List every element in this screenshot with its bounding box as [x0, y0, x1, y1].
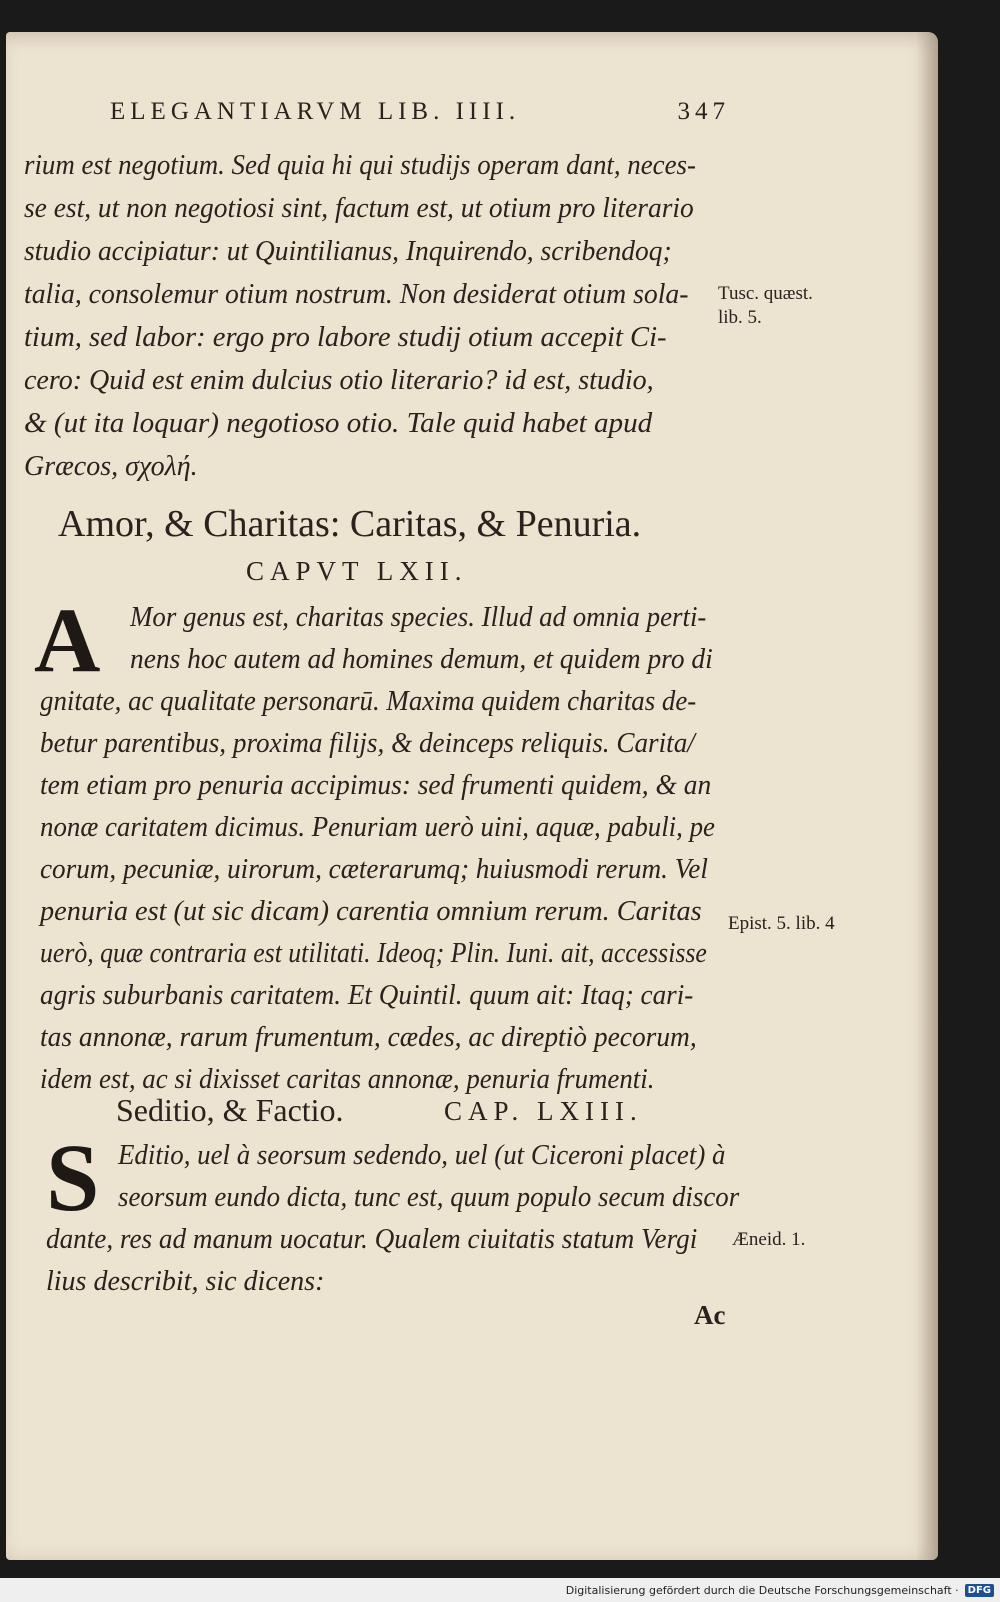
chapter-label: CAPVT LXII.	[246, 556, 468, 586]
section-heading: Amor, & Charitas: Caritas, & Penuria.	[58, 503, 642, 545]
text-line: tium, sed labor: ergo pro labore studij otium accepit Ci-	[24, 322, 667, 353]
catchword: Ac	[694, 1300, 726, 1330]
margin-note-line: Tusc. quæst.	[718, 283, 813, 304]
margin-note: Æneid. 1.	[732, 1229, 806, 1250]
digitization-footer	[0, 1578, 1000, 1602]
book-page	[6, 32, 938, 1560]
text-line: uerò, quæ contraria est utilitati. Ideoq; Plin. Iuni. ait, accessisse	[40, 938, 707, 969]
drop-capital: A	[34, 589, 101, 691]
text-line: dante, res ad manum uocatur. Qualem ciuitatis statum Vergi	[46, 1224, 698, 1255]
drop-capital: S	[46, 1124, 100, 1231]
margin-note: Epist. 5. lib. 4	[728, 913, 835, 934]
page-number: 347	[677, 98, 730, 125]
text-line: penuria est (ut sic dicam) carentia omnium rerum. Caritas	[40, 896, 702, 927]
section-heading: Seditio, & Factio.	[116, 1092, 344, 1128]
text-line: cero: Quid est enim dulcius otio literario? id est, studio,	[24, 365, 654, 396]
text-line: idem est, ac si dixisset caritas annonæ, penuria frumenti.	[40, 1064, 655, 1095]
text-line: studio accipiatur: ut Quintilianus, Inquirendo, scribendoq;	[24, 236, 672, 267]
text-line: & (ut ita loquar) negotioso otio. Tale quid habet apud	[24, 408, 653, 439]
text-line: rium est negotium. Sed quia hi qui studijs operam dant, neces-	[24, 150, 696, 181]
chapter-label: CAP. LXIII.	[444, 1096, 643, 1126]
text-line: Græcos, σχολή.	[24, 451, 198, 482]
text-line: tas annonæ, rarum frumentum, cædes, ac direptiò pecorum,	[40, 1022, 697, 1053]
text-line: lius describit, sic dicens:	[46, 1266, 325, 1297]
text-line: gnitate, ac qualitate personarū. Maxima quidem charitas de-	[40, 686, 697, 717]
text-line: nens hoc autem ad homines demum, et quidem pro di	[130, 644, 713, 675]
text-line: seorsum eundo dicta, tunc est, quum populo secum discor	[118, 1182, 740, 1213]
text-line: Editio, uel à seorsum sedendo, uel (ut Ciceroni placet) à	[118, 1140, 726, 1171]
margin-note	[718, 282, 813, 330]
text-line: nonæ caritatem dicimus. Penuriam uerò uini, aquæ, pabuli, pe	[40, 812, 715, 843]
text-line: se est, ut non negotiosi sint, factum est, ut otium pro literario	[24, 193, 694, 224]
margin-note-line: lib. 5.	[718, 306, 762, 328]
running-head-title: ELEGANTIARVM LIB. IIII.	[110, 98, 521, 125]
text-line: agris suburbanis caritatem. Et Quintil. quum ait: Itaq; cari-	[40, 980, 694, 1011]
text-line: Mor genus est, charitas species. Illud ad omnia perti-	[130, 602, 707, 633]
text-line: talia, consolemur otium nostrum. Non desiderat otium sola-	[24, 279, 689, 310]
footer-credit: Digitalisierung gefördert durch die Deutsche Forschungsgemeinschaft ·	[565, 1583, 959, 1597]
dfg-logo: DFG	[965, 1584, 994, 1597]
text-line: corum, pecuniæ, uirorum, cæterarumq; huiusmodi rerum. Vel	[40, 854, 708, 885]
text-line: tem etiam pro penuria accipimus: sed frumenti quidem, & an	[40, 770, 712, 801]
running-head	[110, 98, 730, 126]
text-line: betur parentibus, proxima filijs, & deinceps reliquis. Carita/	[40, 728, 695, 759]
